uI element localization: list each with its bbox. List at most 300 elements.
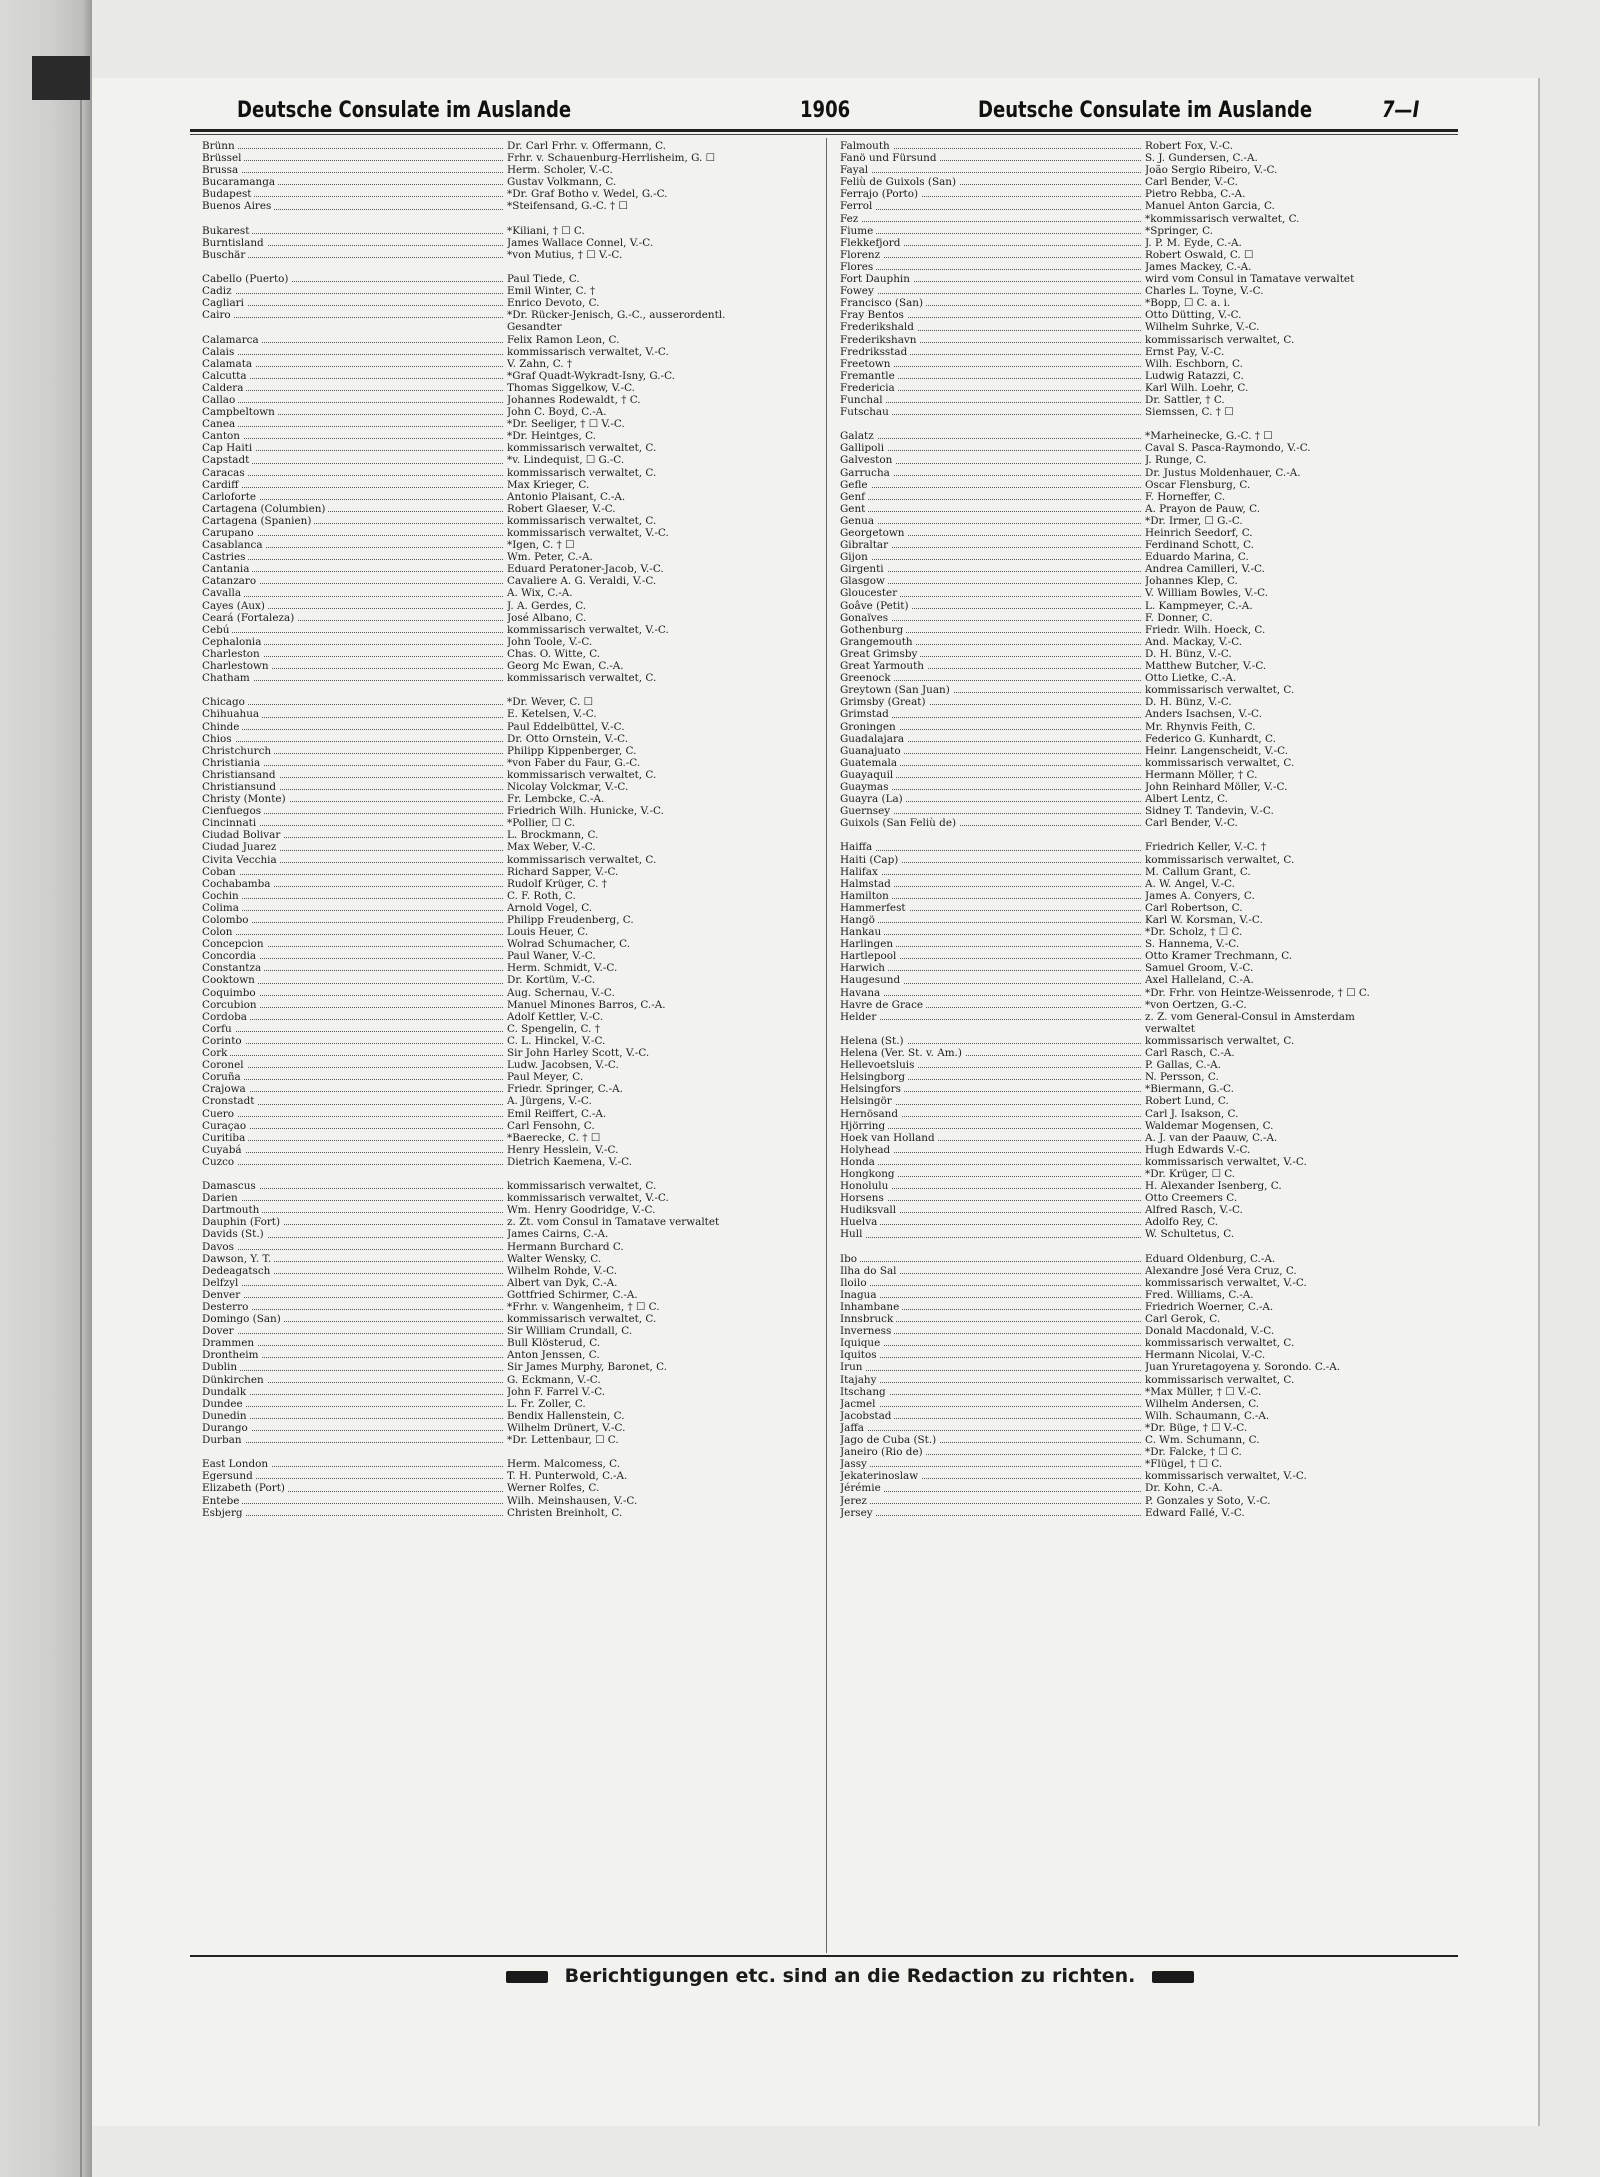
consul-name: *Frhr. v. Wangenheim, † ☐ C. (507, 1301, 660, 1313)
place-name-text: Fayal (840, 164, 871, 176)
consul-name: Paul Eddelbüttel, V.-C. (507, 720, 625, 733)
consul-name: *Dr. Graf Botho v. Wedel, G.-C. (507, 188, 668, 201)
place-name (202, 1180, 507, 1192)
place-name-text: Cadiz (202, 285, 235, 297)
place-name (840, 600, 1145, 612)
place-name (202, 140, 507, 152)
place-name (840, 225, 1145, 237)
consul-name: *Marheinecke, G.-C. † ☐ (1145, 430, 1273, 443)
place-name-text: Castries (202, 551, 248, 563)
place-name (840, 406, 1145, 418)
consul-name: verwaltet (1145, 1022, 1195, 1035)
footer-rule (190, 1955, 1458, 1957)
place-name (840, 442, 1145, 454)
place-name-text: Funchal (840, 394, 886, 406)
consulate-entry (840, 672, 1460, 684)
place-name (202, 624, 507, 636)
place-name-text: Colon (202, 926, 235, 938)
place-name-text: Coban (202, 866, 239, 878)
place-name (840, 454, 1145, 466)
place-name-text: Curaçao (202, 1120, 249, 1132)
consul-name: kommissarisch verwaltet, C. (1145, 1034, 1295, 1047)
place-name (202, 1241, 507, 1253)
consulate-entry (202, 1132, 822, 1144)
place-name-text: Hartlepool (840, 950, 899, 962)
consulate-entry (202, 1410, 822, 1422)
consulate-entry (840, 1180, 1460, 1192)
place-name (202, 1361, 507, 1373)
place-name (202, 1313, 507, 1325)
consul-name: Wolrad Schumacher, C. (507, 938, 631, 951)
entry-gap (202, 684, 822, 696)
place-name (840, 878, 1145, 890)
consulate-entry (202, 902, 822, 914)
consulate-entry (202, 817, 822, 829)
place-name-text: Elizabeth (Port) (202, 1482, 288, 1494)
consul-name: Robert Fox, V.-C. (1145, 140, 1234, 152)
consul-name: Ludw. Jacobsen, V.-C. (507, 1059, 619, 1072)
place-name-text: Genua (840, 515, 877, 527)
consul-name: Fred. Williams, C.-A. (1145, 1288, 1254, 1301)
consul-name: Hugh Edwards V.-C. (1145, 1143, 1251, 1156)
consulate-entry (840, 793, 1460, 805)
place-name-text: Bucaramanga (202, 176, 278, 188)
place-name-text: Christchurch (202, 745, 274, 757)
consul-name: Caval S. Pasca-Raymondo, V.-C. (1145, 442, 1311, 455)
place-name (840, 1289, 1145, 1301)
place-name-text: Garrucha (840, 467, 893, 479)
consulate-entry (840, 442, 1460, 454)
place-name-text: Iquitos (840, 1349, 880, 1361)
place-name (840, 999, 1145, 1011)
consulate-entry (840, 878, 1460, 890)
consulate-entry (202, 1313, 822, 1325)
place-name (840, 660, 1145, 672)
consulate-entry (840, 1361, 1460, 1373)
consulate-entry (840, 696, 1460, 708)
consulate-entry (840, 757, 1460, 769)
place-name (202, 1071, 507, 1083)
place-name-text: Cincinnati (202, 817, 259, 829)
place-name-text: Guayra (La) (840, 793, 906, 805)
consul-name: kommissarisch verwaltet, C. (1145, 853, 1295, 866)
consulate-entry (840, 1023, 1460, 1035)
consul-name: S. Hannema, V.-C. (1145, 938, 1240, 951)
place-name (202, 793, 507, 805)
place-name-text: Flekkefjord (840, 237, 903, 249)
consulate-entry (202, 1180, 822, 1192)
place-name (202, 273, 507, 285)
consulate-entry (840, 551, 1460, 563)
place-name (840, 1095, 1145, 1107)
consulate-entry (202, 745, 822, 757)
place-name (202, 370, 507, 382)
consul-name: Wm. Peter, C.-A. (507, 551, 593, 564)
place-name (840, 1313, 1145, 1325)
place-name-text: Calamarca (202, 334, 262, 346)
place-name-text: Havre de Grace (840, 999, 926, 1011)
consulate-entry (840, 1108, 1460, 1120)
place-name-text: Georgetown (840, 527, 908, 539)
place-name-text: Jacobstad (840, 1410, 894, 1422)
place-name (840, 1156, 1145, 1168)
place-name-text: Gallipoli (840, 442, 887, 454)
consulate-entry (840, 1095, 1460, 1107)
consul-name: Max Krieger, C. (507, 478, 590, 491)
consulate-entry (202, 442, 822, 454)
footer-text: Berichtigungen etc. sind an die Redaction zu richten. (564, 1965, 1136, 1987)
place-name-text: Itajahy (840, 1374, 879, 1386)
consulate-entry (202, 1120, 822, 1132)
consulate-entry (840, 648, 1460, 660)
place-name-text: Davos (202, 1241, 237, 1253)
consul-name: Carl J. Isakson, C. (1145, 1107, 1239, 1120)
consul-name: And. Mackay, V.-C. (1145, 635, 1243, 648)
consulate-entry (840, 467, 1460, 479)
place-name (202, 406, 507, 418)
place-name (840, 1386, 1145, 1398)
place-name-text: Honda (840, 1156, 878, 1168)
place-name-text: Christiansand (202, 769, 279, 781)
place-name (202, 914, 507, 926)
place-name (840, 140, 1145, 152)
consul-name: Frhr. v. Schauenburg-Herrlisheim, G. ☐ (507, 152, 715, 165)
consul-name: Otto Kramer Trechmann, C. (1145, 950, 1293, 963)
place-name (840, 672, 1145, 684)
place-name (840, 793, 1145, 805)
place-name (840, 902, 1145, 914)
place-name (202, 1108, 507, 1120)
consulate-entry (202, 829, 822, 841)
consulate-entry (202, 1482, 822, 1494)
place-name (840, 841, 1145, 853)
consulate-entry (202, 1470, 822, 1482)
place-name-text: Brünn (202, 140, 238, 152)
consul-name: Otto Creemers C. (1145, 1192, 1238, 1205)
consulate-entry (202, 527, 822, 539)
consulate-entry (840, 636, 1460, 648)
consul-name: kommissarisch verwaltet, C. (507, 1313, 657, 1326)
consulate-entry (840, 200, 1460, 212)
consul-name: *Dr. Krüger, ☐ C. (1145, 1167, 1236, 1180)
header-rule-thin (190, 134, 1458, 135)
place-name-text: Durban (202, 1434, 245, 1446)
place-name-text: Canton (202, 430, 243, 442)
consulate-entry (202, 974, 822, 986)
consul-name: *Dr. Büge, † ☐ V.-C. (1145, 1421, 1248, 1434)
consul-name: Siemssen, C. † ☐ (1145, 406, 1234, 419)
consul-name: J. A. Gerdes, C. (507, 599, 587, 612)
place-name-text: Cuyabá (202, 1144, 245, 1156)
place-name-text: Jérémie (840, 1482, 884, 1494)
place-name (202, 503, 507, 515)
place-name (840, 1446, 1145, 1458)
place-name (202, 902, 507, 914)
consulate-entry (840, 297, 1460, 309)
consulate-entry (840, 902, 1460, 914)
consul-name: kommissarisch verwaltet, C. (507, 466, 657, 479)
place-name-text: Fray Bentos (840, 309, 907, 321)
place-name-text: Delfzyl (202, 1277, 241, 1289)
consul-name: Louis Heuer, C. (507, 926, 589, 939)
place-name (202, 1495, 507, 1507)
place-name-text: Hernösand (840, 1108, 901, 1120)
place-name (202, 394, 507, 406)
consulate-entry (202, 394, 822, 406)
consulate-entry (840, 515, 1460, 527)
place-name (202, 551, 507, 563)
consul-name: Donald Macdonald, V.-C. (1145, 1325, 1275, 1338)
consul-name: *kommissarisch verwaltet, C. (1145, 212, 1300, 225)
consul-name: John Reinhard Möller, V.-C. (1145, 780, 1288, 793)
place-name-text: Cartagena (Columbien) (202, 503, 328, 515)
place-name (202, 829, 507, 841)
place-name-text: Cronstadt (202, 1095, 257, 1107)
place-name-text: Great Grimsby (840, 648, 920, 660)
consul-name: Fr. Lembcke, C.-A. (507, 793, 605, 806)
place-name-text: Fredriksstad (840, 346, 910, 358)
consulate-entry (840, 600, 1460, 612)
place-name-text: Harwich (840, 962, 888, 974)
consulate-entry (202, 249, 822, 261)
consulate-entry (202, 987, 822, 999)
place-name (202, 1470, 507, 1482)
place-name (202, 866, 507, 878)
consulate-entry (840, 684, 1460, 696)
place-name-text: Dundalk (202, 1386, 249, 1398)
place-name-text: Feliù de Guixols (San) (840, 176, 959, 188)
place-name (840, 769, 1145, 781)
consul-name: *Dr. Wever, C. ☐ (507, 696, 593, 709)
place-name-text: Buschär (202, 249, 248, 261)
place-name (202, 1349, 507, 1361)
place-name-text: Jerez (840, 1495, 870, 1507)
consul-name: Friedr. Wilh. Hoeck, C. (1145, 623, 1266, 636)
place-name-text: Hoek van Holland (840, 1132, 938, 1144)
consul-name: Otto Lietke, C.-A. (1145, 672, 1237, 685)
consul-name: Manuel Minones Barros, C.-A. (507, 998, 666, 1011)
place-name-text: Grimsby (Great) (840, 696, 929, 708)
consul-name: kommissarisch verwaltet, C. (1145, 684, 1295, 697)
consulate-entry (840, 1120, 1460, 1132)
place-name-text: Jago de Cuba (St.) (840, 1434, 939, 1446)
consul-name: Andrea Camilleri, V.-C. (1145, 563, 1265, 576)
consul-name: Albert Lentz, C. (1145, 793, 1228, 806)
consulate-entry (202, 1289, 822, 1301)
place-name (840, 176, 1145, 188)
place-name (202, 757, 507, 769)
consul-name: Alfred Rasch, V.-C. (1145, 1204, 1243, 1217)
place-name-text: Coquimbo (202, 987, 259, 999)
place-name-text: Dover (202, 1325, 237, 1337)
place-name-text: Ibo (840, 1253, 860, 1265)
place-name (202, 1398, 507, 1410)
place-name-text: Janeiro (Rio de) (840, 1446, 926, 1458)
place-name-text: Christiania (202, 757, 263, 769)
consul-name: Oscar Flensburg, C. (1145, 478, 1251, 491)
consulate-entry (840, 213, 1460, 225)
consulate-entry (840, 987, 1460, 999)
consul-name: J. P. M. Eyde, C.-A. (1145, 236, 1242, 249)
place-name-text: Charleston (202, 648, 263, 660)
place-name (840, 1277, 1145, 1289)
consul-name: Waldemar Mogensen, C. (1145, 1119, 1274, 1132)
consul-name: F. Donner, C. (1145, 611, 1213, 624)
consul-name: Friedrich Keller, V.-C. † (1145, 841, 1267, 854)
place-name (202, 1156, 507, 1168)
consul-name: kommissarisch verwaltet, V.-C. (1145, 1276, 1307, 1289)
place-name (840, 781, 1145, 793)
consul-name: Herm. Malcomess, C. (507, 1458, 621, 1471)
consulate-entry (202, 805, 822, 817)
place-name (202, 200, 507, 212)
place-name-text: Fort Dauphin (840, 273, 913, 285)
consul-name: T. H. Punterwold, C.-A. (507, 1470, 628, 1483)
place-name (202, 442, 507, 454)
place-name (840, 261, 1145, 273)
consul-name: Paul Tiede, C. (507, 273, 580, 286)
consul-name: Dietrich Kaemena, V.-C. (507, 1155, 633, 1168)
place-name-text: Brussa (202, 164, 241, 176)
consul-name: *Dr. Falcke, † ☐ C. (1145, 1446, 1242, 1459)
consul-name: A. Prayon de Pauw, C. (1145, 502, 1261, 515)
consul-name: C. Wm. Schumann, C. (1145, 1434, 1260, 1447)
place-name-text: Helsingborg (840, 1071, 908, 1083)
consulate-entry (840, 430, 1460, 442)
consul-name: Mr. Rhynvis Feith, C. (1145, 720, 1256, 733)
place-name (840, 273, 1145, 285)
consulate-entry (840, 527, 1460, 539)
consulate-entry (202, 648, 822, 660)
consul-name: N. Persson, C. (1145, 1071, 1219, 1084)
consul-name: Paul Waner, V.-C. (507, 950, 596, 963)
consulate-entry (840, 1325, 1460, 1337)
consulate-entry (202, 1204, 822, 1216)
consulate-entry (840, 587, 1460, 599)
consulate-entry (840, 539, 1460, 551)
consul-name: Henry Hesslein, V.-C. (507, 1143, 619, 1156)
place-name (202, 1507, 507, 1519)
place-name (202, 358, 507, 370)
place-name (840, 1216, 1145, 1228)
place-name (202, 527, 507, 539)
place-name (840, 733, 1145, 745)
consul-name: Cavaliere A. G. Veraldi, V.-C. (507, 575, 657, 588)
consul-name: J. Runge, C. (1145, 454, 1207, 467)
consul-name: Edward Fallé, V.-C. (1145, 1506, 1245, 1519)
place-name-text: Freetown (840, 358, 894, 370)
consulate-entry (840, 1011, 1460, 1023)
consul-name: Wilh. Schaumann, C.-A. (1145, 1409, 1270, 1422)
place-name (840, 987, 1145, 999)
place-name-text: Calamata (202, 358, 255, 370)
consul-name: kommissarisch verwaltet, C. (1145, 1373, 1295, 1386)
consul-name: Robert Glaeser, V.-C. (507, 502, 616, 515)
consul-name: Carl Robertson, C. (1145, 901, 1243, 914)
place-name-text: Genf (840, 491, 868, 503)
place-name-text: Galveston (840, 454, 895, 466)
place-name-text: Futschau (840, 406, 892, 418)
place-name (840, 1265, 1145, 1277)
place-name (202, 781, 507, 793)
place-name-text: Drontheim (202, 1349, 261, 1361)
consulate-entry (202, 563, 822, 575)
consul-name: Friedrich Wilh. Hunicke, V.-C. (507, 805, 664, 818)
consulate-entry (840, 890, 1460, 902)
place-name (202, 600, 507, 612)
place-name (202, 1289, 507, 1301)
place-name (202, 733, 507, 745)
consul-name: Dr. Sattler, † C. (1145, 393, 1225, 406)
place-name-text: Cuzco (202, 1156, 237, 1168)
consul-name: Adolf Kettler, V.-C. (507, 1010, 604, 1023)
place-name-text: Colombo (202, 914, 252, 926)
place-name-text: Domingo (San) (202, 1313, 284, 1325)
place-name-text: Cordoba (202, 1011, 250, 1023)
place-name-text: Damascus (202, 1180, 259, 1192)
place-name-text: Caldera (202, 382, 246, 394)
consulate-entry (202, 1265, 822, 1277)
place-name-text: Curitiba (202, 1132, 248, 1144)
place-name (840, 854, 1145, 866)
place-name (202, 1410, 507, 1422)
consulate-entry (202, 600, 822, 612)
consulate-entry (840, 817, 1460, 829)
consulate-entry (202, 854, 822, 866)
place-name (840, 962, 1145, 974)
consul-name: Gesandter (507, 321, 562, 334)
place-name (840, 721, 1145, 733)
place-name-text: Galatz (840, 430, 877, 442)
consulate-entry (840, 1410, 1460, 1422)
consulate-entry (202, 200, 822, 212)
binding-tab (32, 56, 90, 100)
consul-name: Wm. Henry Goodridge, V.-C. (507, 1204, 656, 1217)
place-name-text: Guixols (San Feliù de) (840, 817, 959, 829)
place-name-text: Bukarest (202, 225, 252, 237)
place-name (202, 563, 507, 575)
entry-gap (202, 213, 822, 225)
consulate-entry (202, 926, 822, 938)
place-name (840, 890, 1145, 902)
place-name (202, 769, 507, 781)
place-name (202, 648, 507, 660)
consul-name: *Dr. Irmer, ☐ G.-C. (1145, 514, 1243, 527)
place-name (840, 696, 1145, 708)
place-name (202, 479, 507, 491)
place-name (202, 309, 507, 321)
consul-name: Walter Wensky, C. (507, 1252, 602, 1265)
consulate-entry (202, 430, 822, 442)
consulate-entry (202, 551, 822, 563)
consul-name: Herm. Schmidt, V.-C. (507, 962, 618, 975)
consul-name: kommissarisch verwaltet, C. (1145, 1337, 1295, 1350)
consulate-entry (202, 164, 822, 176)
place-name (840, 1458, 1145, 1470)
consulate-entry (202, 1325, 822, 1337)
consulate-entry (202, 841, 822, 853)
consul-name: H. Alexander Isenberg, C. (1145, 1180, 1282, 1193)
place-name (202, 987, 507, 999)
place-name-text: Chinde (202, 721, 242, 733)
place-name (202, 418, 507, 430)
consul-name: Chas. O. Witte, C. (507, 647, 601, 660)
consulate-entry (202, 938, 822, 950)
place-name (840, 1495, 1145, 1507)
place-name (840, 648, 1145, 660)
consulate-entry (202, 878, 822, 890)
place-name-text: Hankau (840, 926, 884, 938)
